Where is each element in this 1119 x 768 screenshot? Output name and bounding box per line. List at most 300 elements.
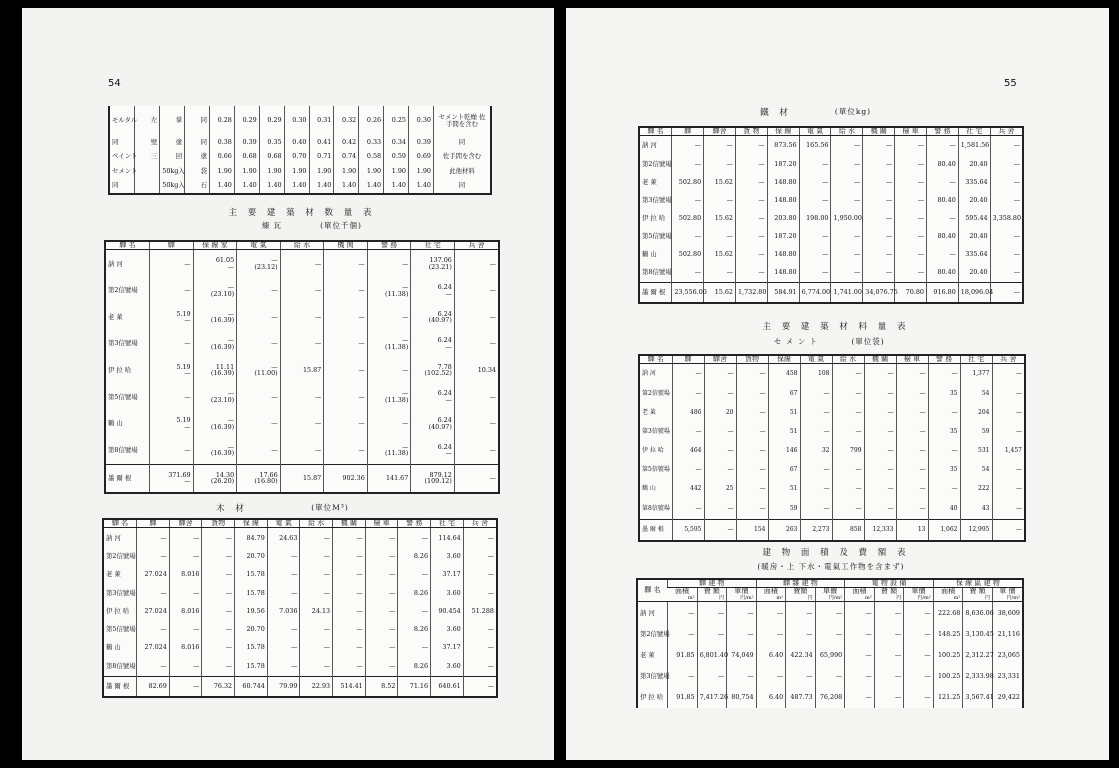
cell: 21,116 <box>992 624 1022 645</box>
cell: 1.90 <box>334 164 359 179</box>
cell: 916.80 <box>926 283 958 302</box>
column-header: 兵 舍 <box>990 128 1022 136</box>
cell: — <box>137 528 170 548</box>
header-row <box>106 242 498 250</box>
row-label: モルタル <box>112 116 138 125</box>
cell: — <box>864 461 896 480</box>
column-header: 檢 車 <box>365 520 398 528</box>
column-header: 單價 <box>815 588 845 596</box>
cell-value: 5.19 <box>176 362 191 371</box>
cement-table <box>638 354 1026 542</box>
cell: — <box>169 528 202 548</box>
cell: 0.40 <box>284 135 309 150</box>
row-label: 訥 河 <box>640 608 655 617</box>
cell: — <box>800 423 832 442</box>
cell: — <box>398 602 431 620</box>
cell: 1.40 <box>284 179 309 194</box>
cell-value: 6.24 <box>437 415 452 424</box>
iron-title: 鐵 材 <box>760 108 792 118</box>
row-label: 訥 河 <box>642 141 657 150</box>
cell: 7.036 <box>267 602 300 620</box>
cell <box>411 250 455 278</box>
cell: 1.90 <box>234 164 259 179</box>
cell: — <box>904 645 934 666</box>
cell: 0.30 <box>409 106 434 135</box>
table-row <box>106 437 498 465</box>
cell: 91.85 <box>668 687 698 708</box>
row-label: 第8信號場 <box>108 445 138 454</box>
cell: 27.024 <box>137 639 170 657</box>
cell: 0.38 <box>210 135 235 150</box>
cell-value: — <box>271 362 278 371</box>
cell-value: — <box>184 477 191 486</box>
table-row <box>640 155 1022 173</box>
cell: — <box>280 331 324 358</box>
cell: 80.40 <box>926 263 958 282</box>
cell: — <box>150 277 194 304</box>
cell-value: (23.12) <box>254 262 278 271</box>
cell: 76.32 <box>202 676 235 696</box>
cell: 442 <box>672 480 704 499</box>
cell: — <box>324 437 368 465</box>
row-label: 第5信號場 <box>642 231 672 240</box>
cell: — <box>697 666 727 687</box>
cell: 0.68 <box>259 150 284 165</box>
cell: — <box>668 624 698 645</box>
cell: 121.25 <box>933 687 963 708</box>
cell: — <box>672 263 704 282</box>
cell: 0.66 <box>210 150 235 165</box>
cell: 24.63 <box>267 528 300 548</box>
cell: 59 <box>768 499 800 520</box>
column-header: 驛 <box>137 520 170 528</box>
cell: 858 <box>832 519 864 540</box>
cell: 84.79 <box>235 528 268 548</box>
cell: 15.78 <box>235 657 268 677</box>
column-header: 機 關 <box>864 356 896 364</box>
cell: — <box>704 191 736 209</box>
cell: — <box>280 384 324 411</box>
cell <box>193 250 237 278</box>
cell: 20.70 <box>235 620 268 638</box>
table-row <box>640 227 1022 245</box>
cell: — <box>169 547 202 565</box>
cell-value: 6.24 <box>437 389 452 398</box>
row-label: 鶴 山 <box>106 643 121 652</box>
cell: — <box>280 437 324 465</box>
cell: 1,950.00 <box>831 209 863 227</box>
cell-value: 879.12 <box>429 470 452 479</box>
cell: — <box>454 304 498 331</box>
row-label: 訥 河 <box>106 533 121 542</box>
column-header: 單價 <box>904 588 934 596</box>
cell: 584.91 <box>767 283 799 302</box>
cell-value: (40.97) <box>428 422 452 431</box>
cell: 23,556.00 <box>672 283 704 302</box>
cell: — <box>237 304 281 331</box>
cell: — <box>367 410 411 437</box>
cell-value: 137.06 <box>429 256 452 265</box>
cell: 8.26 <box>398 620 431 638</box>
cell: — <box>831 155 863 173</box>
cell: — <box>704 155 736 173</box>
row-label: 第2信號場 <box>106 552 136 561</box>
cell: 222.68 <box>933 601 963 624</box>
cell: — <box>237 277 281 304</box>
cell: — <box>992 423 1024 442</box>
cell: 335.64 <box>958 245 990 263</box>
column-header: 保 線 <box>235 520 268 528</box>
cell: — <box>864 442 896 461</box>
cell: — <box>398 566 431 584</box>
cell: — <box>333 566 366 584</box>
cell <box>237 464 281 492</box>
cell: — <box>463 657 496 677</box>
cell: 20.40 <box>958 191 990 209</box>
cell: 15.62 <box>704 209 736 227</box>
cell: 1,732.80 <box>735 283 767 302</box>
cell: — <box>454 331 498 358</box>
page-number: 54 <box>108 78 121 89</box>
cell: 43 <box>960 499 992 520</box>
cell: 6,801.40 <box>697 645 727 666</box>
table-row <box>106 304 498 331</box>
cell: — <box>990 263 1022 282</box>
cell: — <box>735 155 767 173</box>
cell-value: — <box>271 256 278 265</box>
cell: 1.90 <box>309 164 334 179</box>
cell: — <box>896 423 928 442</box>
cell: — <box>169 584 202 602</box>
cell: — <box>367 357 411 384</box>
cell <box>193 437 237 465</box>
cell: — <box>786 666 816 687</box>
cell: — <box>672 499 704 520</box>
row-label: ペイント <box>112 152 138 161</box>
cell-value: — <box>184 316 191 325</box>
top-table <box>108 106 492 195</box>
cell: 51 <box>768 403 800 422</box>
table-row <box>104 584 496 602</box>
cell: — <box>267 620 300 638</box>
cell: 2,333.98 <box>963 666 993 687</box>
table-row <box>104 547 496 565</box>
unit-label: 円/m² <box>815 596 845 602</box>
cell: 8.26 <box>398 584 431 602</box>
cell: 82.69 <box>137 676 170 696</box>
row-label: 鶴 山 <box>108 419 123 428</box>
table-row <box>640 519 1024 540</box>
cell: 壁 <box>135 135 160 150</box>
cell <box>411 437 455 465</box>
cell-value: 6.24 <box>437 282 452 291</box>
cell: — <box>864 403 896 422</box>
cell: 8.016 <box>169 566 202 584</box>
cell-value: — <box>445 449 452 458</box>
cell: — <box>365 547 398 565</box>
cell: — <box>333 584 366 602</box>
cell: 502.80 <box>672 245 704 263</box>
cell: 3.60 <box>431 584 464 602</box>
cell: 1,581.56 <box>958 136 990 155</box>
column-header: 貨物 <box>736 356 768 364</box>
cell: — <box>992 519 1024 540</box>
cell: 同 <box>434 135 491 150</box>
cell-value: (23.10) <box>210 395 235 404</box>
page-number: 55 <box>1004 78 1017 89</box>
column-header: 兵 舍 <box>992 356 1024 364</box>
header-row <box>640 128 1022 136</box>
column-header: 費 額 <box>697 588 727 596</box>
cell-value: — <box>401 442 409 451</box>
column-header: 驛舍 <box>704 128 736 136</box>
column-header: 檢 車 <box>895 128 927 136</box>
cell: 3.60 <box>431 620 464 638</box>
table-row <box>104 657 496 677</box>
cell-value: 5.19 <box>176 309 191 318</box>
cell: — <box>863 136 895 155</box>
cell: 198.00 <box>799 209 831 227</box>
column-header: 面積 <box>675 587 690 596</box>
cell <box>135 179 160 194</box>
cell: 左 <box>135 106 160 135</box>
cell: 35 <box>928 423 960 442</box>
cell: 6,774.00 <box>799 283 831 302</box>
cell: — <box>926 209 958 227</box>
cell: 263 <box>768 519 800 540</box>
cell: — <box>202 584 235 602</box>
cell: — <box>704 263 736 282</box>
cell-value: (11.38) <box>385 395 409 404</box>
cell: — <box>904 687 934 708</box>
cell: 873.56 <box>767 136 799 155</box>
column-header: 警 務 <box>926 128 958 136</box>
cell: — <box>454 464 498 492</box>
cell <box>193 277 237 304</box>
cell: — <box>990 191 1022 209</box>
cell: 76,208 <box>815 687 845 708</box>
row-label: 伊 拉 哈 <box>108 366 132 375</box>
cell: 80.40 <box>926 191 958 209</box>
unit-label: 円/m² <box>727 596 757 602</box>
cell <box>193 384 237 411</box>
cell-value: (16.80) <box>254 477 278 486</box>
cell: — <box>928 364 960 385</box>
row-label: 第3信號場 <box>642 195 672 204</box>
cell: — <box>799 227 831 245</box>
cell: — <box>398 528 431 548</box>
cell-value: — <box>401 389 409 398</box>
cell <box>367 384 411 411</box>
cell: 8.016 <box>169 639 202 657</box>
cell: — <box>990 136 1022 155</box>
cell-value: (11.38) <box>385 342 409 351</box>
cell: — <box>845 645 875 666</box>
table-row <box>640 480 1024 499</box>
cell-value: 14.30 <box>215 470 235 479</box>
cell: 902.36 <box>324 464 368 492</box>
table-row <box>640 461 1024 480</box>
brick-title: 煉 瓦 <box>261 221 283 230</box>
cell: 1.40 <box>309 179 334 194</box>
cell: — <box>845 687 875 708</box>
table-row <box>640 364 1024 385</box>
area-table <box>636 578 1024 708</box>
cell: — <box>137 657 170 677</box>
cell: — <box>992 461 1024 480</box>
table-row <box>640 283 1022 302</box>
cell: — <box>845 624 875 645</box>
header-row <box>640 356 1024 364</box>
cell: — <box>300 657 333 677</box>
column-header: 保線 <box>768 356 800 364</box>
cell: — <box>150 384 194 411</box>
cell: — <box>137 547 170 565</box>
cell: — <box>874 687 904 708</box>
cell: 0.35 <box>259 135 284 150</box>
unit-label: 円 <box>963 596 993 602</box>
row-label: 第2信號場 <box>108 286 138 295</box>
cell-value: — <box>184 422 191 431</box>
cell: — <box>704 519 736 540</box>
unit-label: m² <box>668 596 698 602</box>
cell: 514.41 <box>333 676 366 696</box>
row-label: 第3信號場 <box>106 588 136 597</box>
cell: — <box>928 403 960 422</box>
cell: 8.52 <box>365 676 398 696</box>
column-header: 警 務 <box>928 356 960 364</box>
cell: 同 <box>185 135 210 150</box>
row-label: 鶴 山 <box>642 249 657 258</box>
cell: 20.40 <box>958 227 990 245</box>
right-page <box>566 8 1109 760</box>
row-label: 訥 河 <box>108 259 123 268</box>
table-row <box>106 331 498 358</box>
row-label: 第5信號場 <box>106 625 136 634</box>
row-label: 老 萊 <box>640 651 655 660</box>
cell: — <box>333 639 366 657</box>
row-label: 墨 爾 根 <box>104 676 137 696</box>
cell: 1.40 <box>384 179 409 194</box>
cell: 3,567.41 <box>963 687 993 708</box>
cell: 37.17 <box>431 566 464 584</box>
cell-value: (16.39) <box>210 369 235 378</box>
cell: 74,049 <box>727 645 757 666</box>
column-header: 驛 <box>672 128 704 136</box>
cell: — <box>202 566 235 584</box>
cell-value: 61.05 <box>215 256 235 265</box>
cell: — <box>895 227 927 245</box>
row-label: 第3信號場 <box>108 339 138 348</box>
table-row <box>640 263 1022 282</box>
column-header: 警 務 <box>398 520 431 528</box>
cell: — <box>896 403 928 422</box>
cell: — <box>704 442 736 461</box>
cell <box>367 437 411 465</box>
cell: 15.62 <box>704 245 736 263</box>
unit-label: 円 <box>697 596 727 602</box>
cell: — <box>992 499 1024 520</box>
cell: — <box>333 602 366 620</box>
cell-value: — <box>227 336 235 345</box>
cell: — <box>202 528 235 548</box>
cell: — <box>926 173 958 191</box>
cell: 51.288 <box>463 602 496 620</box>
cell: — <box>398 639 431 657</box>
row-label: 第8信號場 <box>106 661 136 670</box>
cell: 50kg入 <box>160 179 185 194</box>
column-header: 驛 名 <box>640 128 672 136</box>
cell: — <box>463 566 496 584</box>
cell: — <box>300 547 333 565</box>
row-label: 第5信號場 <box>108 392 138 401</box>
cell: — <box>300 584 333 602</box>
cell: — <box>756 601 786 624</box>
column-header: 給 水 <box>832 356 864 364</box>
column-header: 檢 車 <box>896 356 928 364</box>
cell: — <box>202 547 235 565</box>
cell: 1.90 <box>284 164 309 179</box>
cell: 同 <box>434 179 491 194</box>
cell: — <box>736 423 768 442</box>
cell: 0.58 <box>359 150 384 165</box>
cell: — <box>150 250 194 278</box>
cell: 3.60 <box>431 657 464 677</box>
cell-value: — <box>445 289 452 298</box>
cell: — <box>800 384 832 403</box>
table-row <box>640 499 1024 520</box>
cell: — <box>874 666 904 687</box>
cell: — <box>990 155 1022 173</box>
unit-label: m² <box>845 596 875 602</box>
cell: — <box>736 442 768 461</box>
cell: 3,130.45 <box>963 624 993 645</box>
cell: — <box>454 437 498 465</box>
cell: — <box>367 250 411 278</box>
cell: 1.90 <box>259 164 284 179</box>
cell: 51 <box>768 480 800 499</box>
cell: — <box>668 601 698 624</box>
cell: — <box>735 227 767 245</box>
column-header: 保 線 家 <box>193 242 237 250</box>
cell: — <box>704 461 736 480</box>
cell: — <box>365 528 398 548</box>
cell: 70.80 <box>895 283 927 302</box>
cell: — <box>896 461 928 480</box>
column-header: 驛 名 <box>640 356 672 364</box>
cell: — <box>990 173 1022 191</box>
cell: 20.70 <box>235 547 268 565</box>
cell: — <box>863 227 895 245</box>
cell: — <box>300 528 333 548</box>
cell <box>237 357 281 384</box>
column-header: 電 氣 <box>237 242 281 250</box>
column-header: 費額 <box>786 588 816 596</box>
cell: — <box>928 480 960 499</box>
cell: — <box>735 173 767 191</box>
cell: 54 <box>960 461 992 480</box>
brick-table <box>104 240 500 494</box>
cell: 65,990 <box>815 645 845 666</box>
cell-value: — <box>227 389 235 398</box>
cell: — <box>672 461 704 480</box>
cell: — <box>365 602 398 620</box>
cell: 1.90 <box>409 164 434 179</box>
cell: — <box>300 620 333 638</box>
cell: 29,422 <box>992 687 1022 708</box>
cell: 595.44 <box>958 209 990 227</box>
cell: 0.39 <box>409 135 434 150</box>
